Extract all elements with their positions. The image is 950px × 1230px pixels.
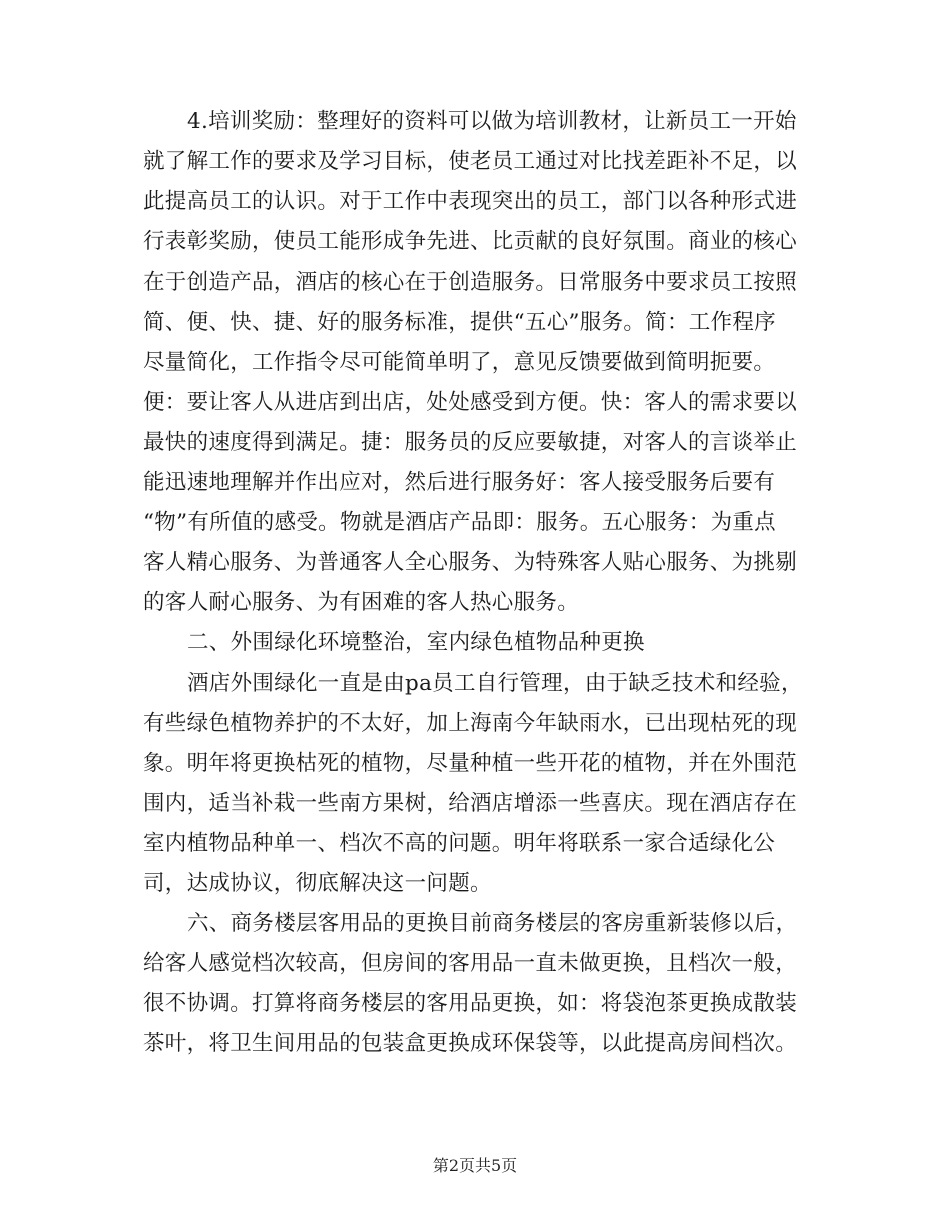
text-line: 围内，适当补栽一些南方果树，给酒店增添一些喜庆。现在酒店存在 <box>143 791 798 816</box>
text-line: 的客人耐心服务、为有困难的客人热心服务。 <box>143 590 580 615</box>
text-line: 简、便、快、捷、好的服务标准，提供“五心”服务。简：工作程序 <box>143 310 776 335</box>
text-line: 茶叶，将卫生间用品的包装盒更换成环保袋等，以此提高房间档次。 <box>143 1031 798 1056</box>
text-line: 就了解工作的要求及学习目标，使老员工通过对比找差距补不足，以 <box>143 149 798 174</box>
text-line: 酒店外围绿化一直是由pa员工自行管理，由于缺乏技术和经验， <box>187 671 803 696</box>
text-line: 象。明年将更换枯死的植物，尽量种植一些开花的植物，并在外围范 <box>143 751 798 776</box>
text-line: 六、商务楼层客用品的更换目前商务楼层的客房重新装修以后， <box>187 911 798 936</box>
text-line: 司，达成协议，彻底解决这一问题。 <box>143 871 492 896</box>
text-line: 有些绿色植物养护的不太好，加上海南今年缺雨水，已出现枯死的现 <box>143 711 798 736</box>
text-line: 行表彰奖励，使员工能形成争先进、比贡献的良好氛围。商业的核心 <box>143 229 798 254</box>
text-line: 能迅速地理解并作出应对，然后进行服务好：客人接受服务后要有 <box>143 470 776 495</box>
section-heading: 二、外围绿化环境整治，室内绿色植物品种更换 <box>187 630 645 655</box>
text-line: 最快的速度得到满足。捷：服务员的反应要敏捷，对客人的言谈举止 <box>143 430 798 455</box>
text-line: 此提高员工的认识。对于工作中表现突出的员工，部门以各种形式进 <box>143 189 798 214</box>
page-number: 第2页共5页 <box>432 1156 518 1175</box>
text-line: 室内植物品种单一、档次不高的问题。明年将联系一家合适绿化公 <box>143 831 776 856</box>
text-line: 在于创造产品，酒店的核心在于创造服务。日常服务中要求员工按照 <box>143 270 798 295</box>
text-line: 客人精心服务、为普通客人全心服务、为特殊客人贴心服务、为挑剔 <box>143 550 798 575</box>
text-line: 尽量简化，工作指令尽可能简单明了，意见反馈要做到简明扼要。 <box>143 350 776 375</box>
text-line: 给客人感觉档次较高，但房间的客用品一直未做更换，且档次一般， <box>143 951 798 976</box>
text-line: 4.培训奖励：整理好的资料可以做为培训教材，让新员工一开始 <box>187 109 797 134</box>
text-line: “物”有所值的感受。物就是酒店产品即：服务。五心服务：为重点 <box>143 510 776 535</box>
text-line: 便：要让客人从进店到出店，处处感受到方便。快：客人的需求要以 <box>143 390 798 415</box>
text-line: 很不协调。打算将商务楼层的客用品更换，如：将袋泡茶更换成散装 <box>143 991 798 1016</box>
